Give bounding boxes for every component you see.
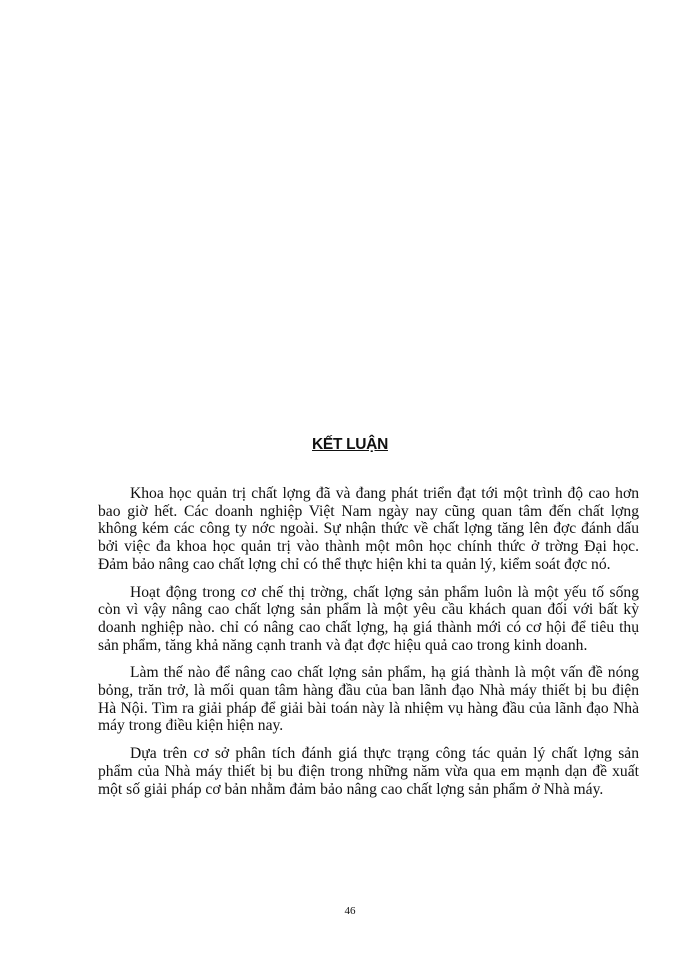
section-title: KẾT LUẬN	[312, 436, 388, 453]
page-number: 46	[344, 905, 356, 917]
paragraph: Hoạt động trong cơ chế thị trờng, chất lợng sản phẩm luôn là một yếu tố sống còn vì vậy nâng cao chất lợng sản phẩm là một yêu cầu khách quan đối với bất kỳ doanh nghiệp nào. chỉ có nâng cao chất lợng, hạ giá thành mới có cơ hội để tiêu thụ sản phẩm, tăng khả năng cạnh tranh và đạt đợc hiệu quả cao trong kinh doanh.	[98, 583, 639, 654]
paragraph: Làm thế nào để nâng cao chất lợng sản phẩm, hạ giá thành là một vấn đề nóng bỏng, trăn trở, là mối quan tâm hàng đầu của ban lãnh đạo Nhà máy thiết bị bu điện Hà Nội. Tìm ra giải pháp để giải bài toán này là nhiệm vụ hàng đầu của lãnh đạo Nhà máy trong điều kiện hiện nay.	[98, 664, 639, 735]
document-body	[98, 485, 639, 808]
paragraph: Khoa học quản trị chất lợng đã và đang phát triển đạt tới một trình độ cao hơn bao giờ hết. Các doanh nghiệp Việt Nam ngày nay cũng quan tâm đến chất lợng không kém các công ty nớc ngoài. Sự nhận thức về chất lợng tăng lên đợc đánh dấu bởi việc đa khoa học quản trị vào thành một môn học chính thức ở trờng Đại học. Đảm bảo nâng cao chất lợng chỉ có thể thực hiện khi ta quản lý, kiểm soát đợc nó.	[98, 485, 639, 573]
paragraph: Dựa trên cơ sở phân tích đánh giá thực trạng công tác quản lý chất lợng sản phẩm của Nhà máy thiết bị bu điện trong những năm vừa qua em mạnh dạn đề xuất một số giải pháp cơ bản nhằm đảm bảo nâng cao chất lợng sản phẩm ở Nhà máy.	[98, 745, 639, 798]
